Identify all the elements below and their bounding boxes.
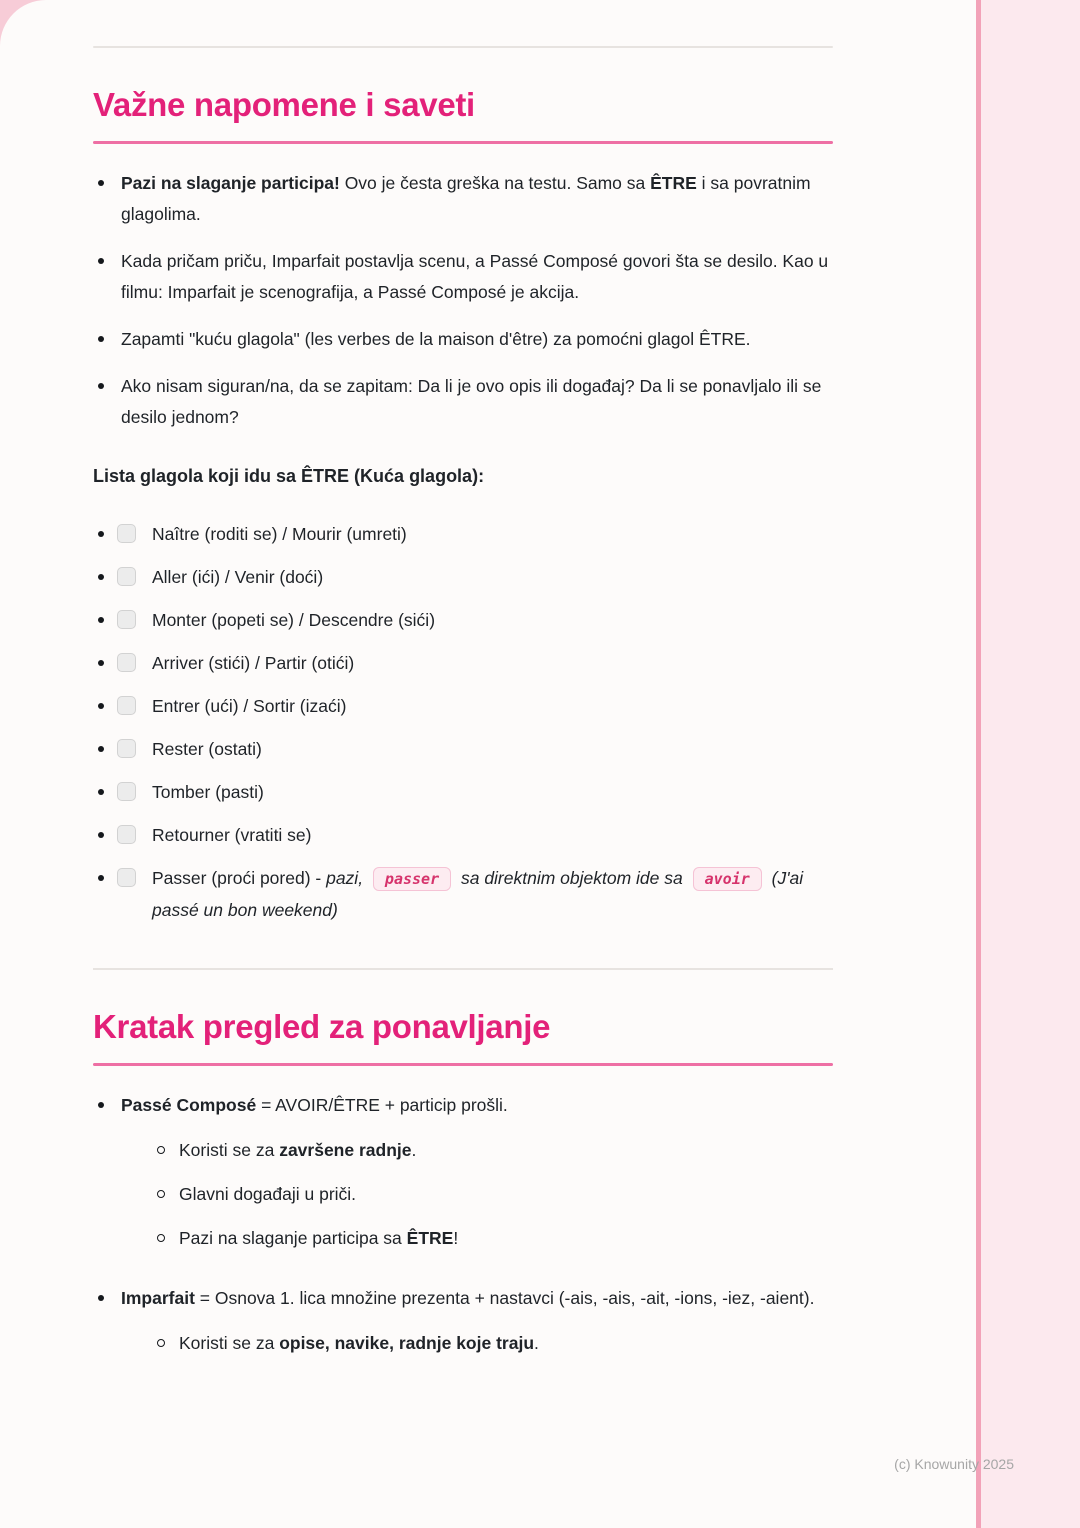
circle-bullet-icon <box>157 1234 165 1242</box>
bullet-text: Zapamti "kuću glagola" (les verbes de la maison d'être) za pomoćni glagol ÊTRE. <box>121 329 751 349</box>
sub-bullet-list <box>157 1135 833 1254</box>
checklist-item <box>93 728 833 771</box>
checkbox[interactable] <box>117 567 136 586</box>
heading-underline <box>93 141 833 144</box>
checklist-item <box>93 599 833 642</box>
bullet-text: Ako nisam siguran/na, da se zapitam: Da li je ovo opis ili događaj? Da li se ponavljalo ili se desilo jednom? <box>121 376 822 427</box>
checklist-text: Rester (ostati) <box>152 739 262 759</box>
circle-bullet-icon <box>157 1146 165 1154</box>
bullet-item <box>93 168 833 230</box>
checkbox[interactable] <box>117 696 136 715</box>
circle-bullet-icon <box>157 1339 165 1347</box>
checkbox[interactable] <box>117 610 136 629</box>
checklist-text: Retourner (vratiti se) <box>152 825 312 845</box>
bullet-item <box>93 324 833 355</box>
bullet-item <box>93 1090 833 1267</box>
checklist-text: Entrer (ući) / Sortir (izaći) <box>152 696 347 716</box>
checklist-item <box>93 685 833 728</box>
bullet-dot-icon <box>98 1295 104 1301</box>
sub-bullet-text: Koristi se za opise, navike, radnje koje traju. <box>179 1332 539 1353</box>
sub-bullet-text: Koristi se za završene radnje. <box>179 1139 417 1160</box>
verb-list-heading: Lista glagola koji idu sa ÊTRE (Kuća glagola): <box>93 466 485 486</box>
bullet-dot-icon <box>98 258 104 264</box>
bullet-text: Imparfait = Osnova 1. lica množine prezenta + nastavci (-ais, -ais, -ait, -ions, -iez, -aient). <box>121 1287 815 1308</box>
bullet-item <box>93 1283 833 1372</box>
review-bullet-list <box>93 1090 833 1372</box>
sub-bullet-item <box>157 1179 833 1210</box>
sub-bullet-text: Glavni događaji u priči. <box>179 1183 357 1204</box>
bullet-dot-icon <box>98 383 104 389</box>
checklist-item <box>93 857 833 932</box>
bullet-dot-icon <box>98 574 104 580</box>
bullet-text: Pazi na slaganje participa! Ovo je česta greška na testu. Samo sa ÊTRE i sa povratnim glagolima. <box>121 173 811 224</box>
sub-bullet-item <box>157 1135 833 1166</box>
right-margin-band <box>981 0 1080 1528</box>
circle-bullet-icon <box>157 1190 165 1198</box>
sub-bullet-text: Pazi na slaganje participa sa ÊTRE! <box>179 1227 459 1248</box>
bullet-text: Kada pričam priču, Imparfait postavlja scenu, a Passé Composé govori šta se desilo. Kao u filmu: Imparfait je scenografija, a Passé Composé je akcija. <box>121 251 829 302</box>
checklist-text: Passer (proći pored) - pazi, passer sa direktnim objektom ide sa avoir (J'ai passé un bon weekend) <box>152 868 804 920</box>
bullet-dot-icon <box>98 660 104 666</box>
bullet-dot-icon <box>98 789 104 795</box>
checkbox[interactable] <box>117 782 136 801</box>
checklist-text: Aller (ići) / Venir (doći) <box>152 567 324 587</box>
bullet-dot-icon <box>98 875 104 881</box>
verb-checklist <box>93 513 833 932</box>
checklist-item <box>93 556 833 599</box>
copyright-watermark: (c) Knowunity 2025 <box>894 1456 1014 1472</box>
heading-underline <box>93 1063 833 1066</box>
checklist-item <box>93 814 833 857</box>
section-title-review: Kratak pregled za ponavljanje <box>93 1007 551 1045</box>
bullet-dot-icon <box>98 832 104 838</box>
bullet-dot-icon <box>98 617 104 623</box>
checklist-text: Monter (popeti se) / Descendre (sići) <box>152 610 436 630</box>
bullet-text: Passé Composé = AVOIR/ÊTRE + particip prošli. <box>121 1094 508 1115</box>
checklist-item <box>93 642 833 685</box>
bullet-dot-icon <box>98 336 104 342</box>
bullet-dot-icon <box>98 531 104 537</box>
section-divider <box>93 968 833 970</box>
top-section-divider <box>93 46 833 48</box>
checkbox[interactable] <box>117 739 136 758</box>
sub-bullet-item <box>157 1328 833 1359</box>
checklist-item <box>93 771 833 814</box>
bullet-dot-icon <box>98 703 104 709</box>
checkbox[interactable] <box>117 868 136 887</box>
bullet-dot-icon <box>98 1102 104 1108</box>
checkbox[interactable] <box>117 653 136 672</box>
bullet-item <box>93 371 833 433</box>
bullet-dot-icon <box>98 746 104 752</box>
sub-bullet-item <box>157 1223 833 1254</box>
checklist-text: Tomber (pasti) <box>152 782 264 802</box>
note-content <box>0 46 833 1372</box>
checklist-item <box>93 513 833 556</box>
bullet-dot-icon <box>98 180 104 186</box>
checkbox[interactable] <box>117 524 136 543</box>
sub-bullet-list <box>157 1328 833 1359</box>
section-title-notes: Važne napomene i saveti <box>93 86 475 123</box>
bullet-item <box>93 246 833 308</box>
checklist-text: Naître (roditi se) / Mourir (umreti) <box>152 524 407 544</box>
checkbox[interactable] <box>117 825 136 844</box>
notes-bullet-list <box>93 168 833 433</box>
checklist-text: Arriver (stići) / Partir (otići) <box>152 653 355 673</box>
